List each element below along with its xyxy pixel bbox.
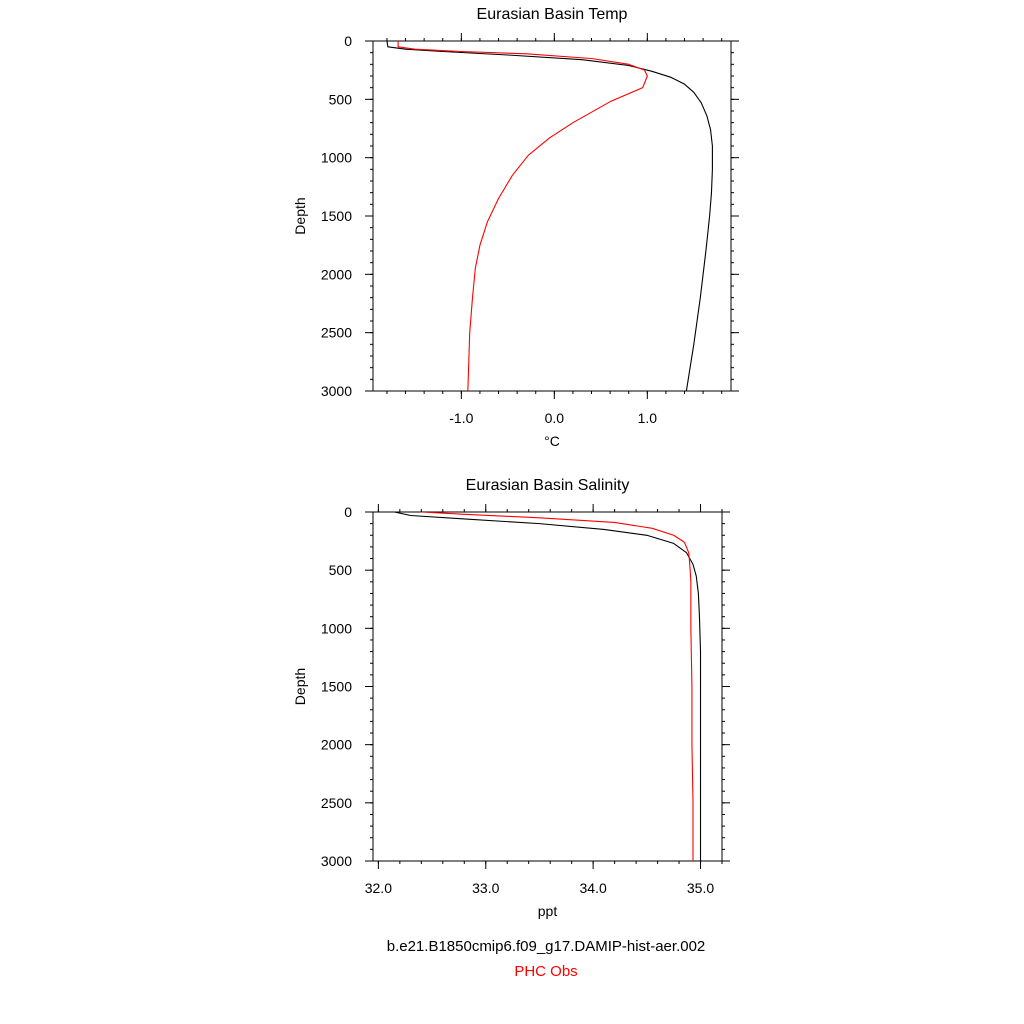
- salinity-y-tick-label: 1000: [320, 620, 352, 637]
- temp-series-group: [387, 41, 712, 391]
- legend-entry-obs: PHC Obs: [514, 963, 578, 980]
- salinity-x-tick-label: 32.0: [364, 880, 392, 896]
- temp-y-tick-label: 500: [328, 91, 352, 108]
- temp-y-axis-label: Depth: [292, 197, 308, 235]
- salinity-y-tick-label: 2500: [320, 794, 352, 811]
- salinity-x-tick-label: 35.0: [686, 880, 715, 896]
- temp-x-tick-label: 0.0: [544, 410, 565, 426]
- temp-x-tick-label: -1.0: [449, 410, 474, 426]
- legend: [387, 938, 706, 980]
- temp-y-tick-label: 1500: [320, 208, 352, 224]
- temp-plot-frame: [373, 41, 731, 391]
- salinity-y-tick-label: 500: [328, 562, 352, 579]
- temp-chart-title: Eurasian Basin Temp: [476, 6, 628, 23]
- salinity-y-tick-label: 1500: [320, 678, 352, 695]
- salinity-series-group: [394, 512, 700, 861]
- temp-x-axis-label: °C: [544, 433, 560, 449]
- salinity-obs-series-line: [421, 512, 693, 861]
- salinity-chart-title: Eurasian Basin Salinity: [465, 477, 630, 494]
- salinity-y-tick-label: 3000: [320, 853, 352, 869]
- temp-panel: [292, 6, 739, 449]
- salinity-y-tick-label: 0: [344, 504, 352, 520]
- temp-y-tick-label: 2000: [320, 266, 352, 283]
- temp-obs-series-line: [398, 41, 647, 391]
- salinity-plot-frame: [373, 512, 722, 861]
- legend-entry-model: b.e21.B1850cmip6.f09_g17.DAMIP-hist-aer.002: [386, 938, 706, 955]
- salinity-y-tick-label: 2000: [320, 736, 352, 753]
- temp-model-series-line: [387, 41, 712, 391]
- temp-y-tick-label: 2500: [320, 324, 352, 341]
- salinity-panel: [292, 477, 730, 919]
- salinity-x-tick-label: 34.0: [579, 880, 607, 896]
- salinity-model-series-line: [394, 512, 700, 861]
- temp-y-tick-label: 3000: [320, 383, 352, 399]
- salinity-y-axis-label: Depth: [292, 667, 308, 706]
- temp-x-tick-label: 1.0: [637, 410, 658, 426]
- salinity-x-tick-label: 33.0: [472, 880, 500, 896]
- salinity-x-axis-label: ppt: [537, 903, 558, 919]
- temp-y-tick-label: 0: [344, 33, 352, 49]
- temp-y-tick-label: 1000: [320, 149, 352, 166]
